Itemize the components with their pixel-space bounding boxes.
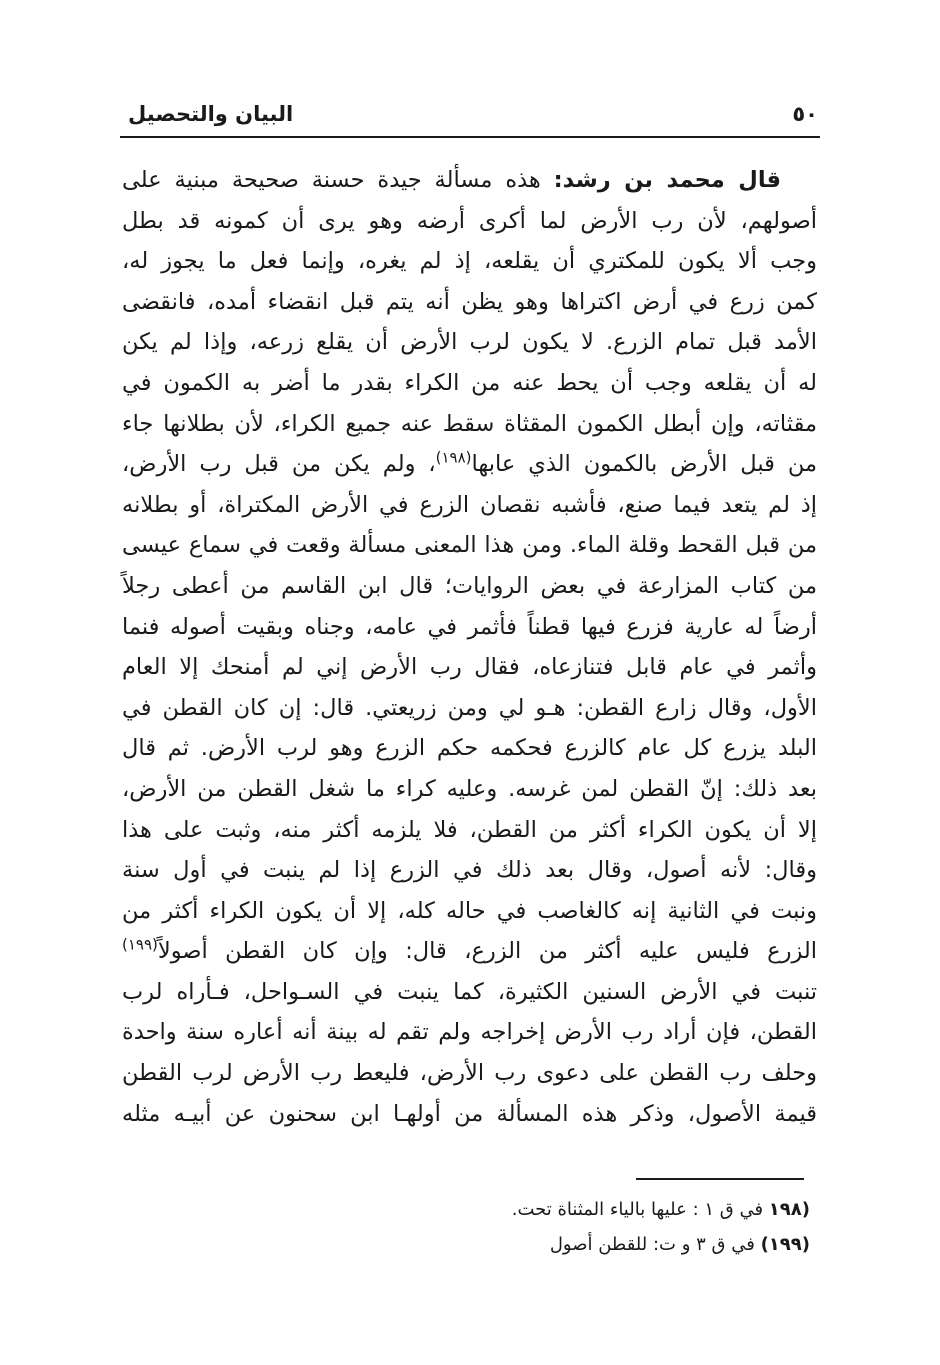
body-line-10: من قبل القحط وقلة الماء. ومن هذا المعنى مسألة وقعت في سماع عيسى (122, 532, 817, 559)
footnote-198 (300, 1192, 810, 1227)
footnote-rule (636, 1178, 804, 1180)
body-line-2: أصولهم، لأن رب الأرض لما أكرى أرضه وهو يرى أن كمونه قد بطل (122, 207, 817, 234)
footnote-text: في ق ١ : عليها بالياء المثناة تحت. (511, 1199, 764, 1220)
body-line-22: القطن، فإن أراد رب الأرض إخراجه ولم تقم له بينة أنه أعاره سنة واحدة (122, 1019, 817, 1046)
body-line-1: قال محمد بن رشد: هذه مسألة جيدة حسنة صحيحة مبنية على (122, 167, 782, 193)
body-line-4: كمن زرع في أرض اكتراها وهو يظن أنه يتم قبل انقضاء أمده، فانقضى (122, 288, 817, 315)
body-line-18: وقال: لأنه أصول، وقال بعد ذلك في الزرع إذا لم ينبت في أول سنة (122, 857, 817, 884)
header-rule (120, 136, 820, 138)
body-line-8: من قبل الأرض بالكمون الذي عابها$^{(١٩٨)}$، ولم يكن من قبل رب الأرض، (122, 448, 817, 478)
body-line-13: وأثمر في عام قابل فتنازعاه، فقال رب الأرض إني لم أمنحك إلا العام (122, 654, 817, 681)
footnote-ref-199[interactable]: (١٩٩) (122, 935, 158, 954)
body-line-21: تنبت في الأرض السنين الكثيرة، كما ينبت في السـواحل، فـأراه لرب (122, 978, 817, 1005)
body-line-14: الأول، وقال زارع القطن: هـو لي ومن زريعتي. قال: إن كان القطن في (122, 694, 817, 721)
body-line-9: إذ لم يتعد فيما صنع، فأشبه نقصان الزرع في الأرض المكتراة، أو بطلانه (122, 491, 817, 518)
body-line-11: من كتاب المزارعة في بعض الروايات؛ قال ابن القاسم من أعطى رجلاً (122, 572, 817, 599)
footnote-ref-198[interactable]: (١٩٨) (435, 448, 472, 467)
body-line-5: الأمد قبل تمام الزرع. لا يكون لرب الأرض أن يقلع زرعه، وإذا لم يكن (122, 329, 817, 356)
body-line-24: قيمة الأصول، وذكر هذه المسألة من أولهـا ابن سحنون عن أبيـه مثله (122, 1100, 817, 1127)
body-line-15: البلد يزرع كل عام كالزرع فحكمه حكم الزرع وهو لرب الأرض. ثم قال (122, 735, 817, 762)
footnote-number: (١٩٨ (768, 1199, 810, 1220)
footnote-text: في ق ٣ و ت: للقطن أصول (549, 1234, 755, 1255)
body-line-20: الزرع فليس عليه أكثر من الزرع، قال: وإن كان القطن أصولاً$^{(١٩٩)}$ (122, 935, 817, 965)
body-line-16: بعد ذلك: إنّ القطن لمن غرسه. وعليه كراء ما شغل القطن من الأرض، (122, 775, 817, 802)
body-text (122, 160, 817, 1134)
body-line-6: له أن يقلعه وجب أن يحط عنه من الكراء بقدر ما أضر به الكمون في (122, 369, 817, 396)
running-header (128, 96, 818, 132)
running-title: البيان والتحصيل (128, 102, 294, 126)
lead-phrase: قال محمد بن رشد: (553, 167, 782, 193)
body-line-3: وجب ألا يكون للمكتري أن يقلعه، إذ لم يغره، وإنما فعل ما يجوز له، (122, 248, 817, 275)
footnote-number: (١٩٩) (760, 1234, 810, 1255)
body-line-12: أرضاً له عارية فزرع فيها قطناً فأثمر في عامه، وجناه وبقيت أصوله فنما (122, 613, 817, 640)
body-line-19: ونبت في الثانية إنه كالغاصب في حاله كله، إلا أن يكون الكراء أكثر من (122, 897, 817, 924)
body-line-17: إلا أن يكون الكراء أكثر من القطن، فلا يلزمه أكثر منه، وثبت على هذا (122, 816, 817, 843)
body-line-7: مقثاته، وإن أبطل الكمون المقثاة سقط عنه جميع الكراء، لأن بطلانها جاء (122, 410, 817, 437)
footnote-199 (300, 1227, 810, 1262)
body-line-23: وحلف رب القطن على دعوى رب الأرض، فليعط رب الأرض لرب القطن (122, 1060, 817, 1087)
footnotes (300, 1192, 810, 1262)
page-number: ٥٠ (792, 102, 818, 126)
